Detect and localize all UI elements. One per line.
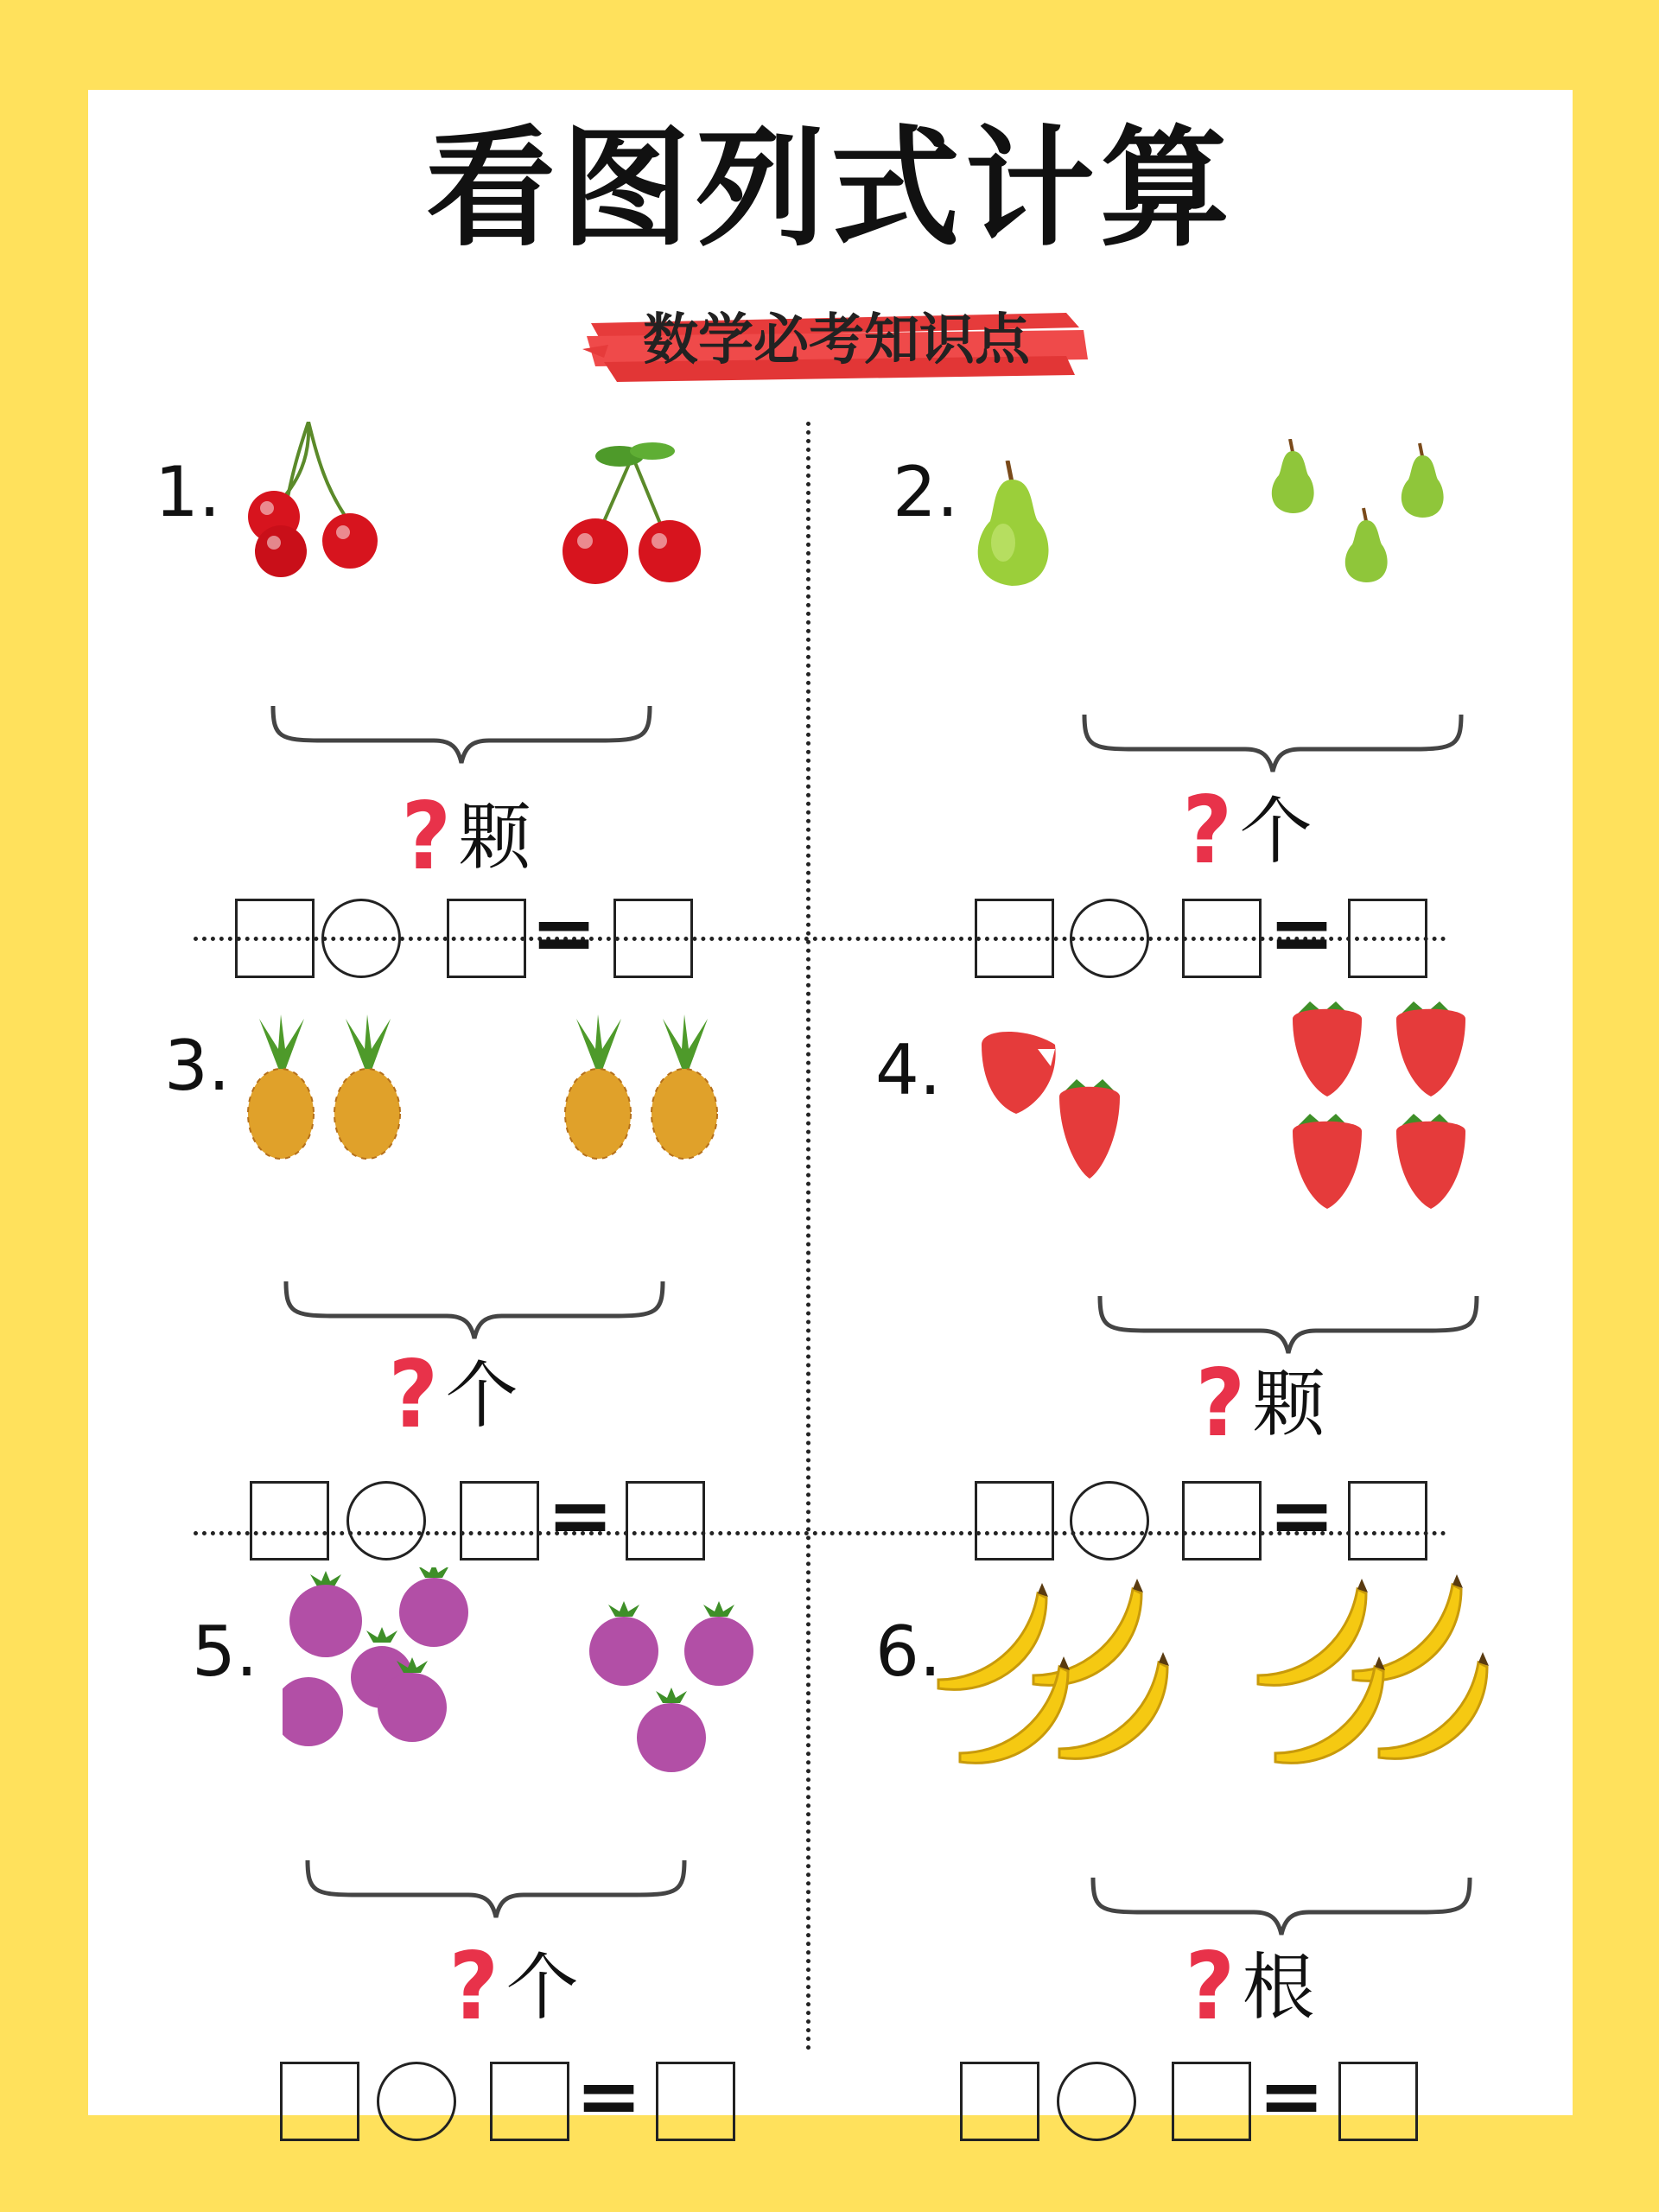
unit-label: 颗 [1252, 1361, 1325, 1446]
pear-icon [960, 461, 1064, 590]
problem-number: 5. [192, 1611, 258, 1692]
brace-icon [304, 1857, 688, 1922]
brace-icon [270, 702, 653, 767]
answer-box[interactable] [490, 2062, 569, 2141]
equals-sign: = [575, 2050, 643, 2142]
brace-icon [283, 1278, 666, 1343]
question-line [1193, 1349, 1325, 1458]
answer-box[interactable] [613, 899, 693, 978]
answer-box[interactable] [1172, 2062, 1251, 2141]
mangosteen-icon [283, 1567, 473, 1766]
pineapple-icon [559, 1014, 732, 1161]
strawberry-icon [977, 1027, 1141, 1183]
cherry-icon [248, 422, 378, 586]
problem-number: 6. [875, 1611, 942, 1692]
answer-box[interactable] [447, 899, 526, 978]
problem-5 [88, 1567, 830, 2142]
watermark: @酱妈早教 [313, 1782, 442, 1812]
question-line [447, 1932, 579, 2041]
cherry-icon [559, 439, 706, 590]
unit-label: 个 [505, 1944, 579, 2030]
problem-number: 2. [893, 452, 959, 532]
problem-3 [88, 988, 830, 1561]
answer-box[interactable] [1338, 2062, 1418, 2141]
answer-box[interactable] [626, 1481, 705, 1560]
brace-icon [1096, 1293, 1480, 1357]
answer-box[interactable] [460, 1481, 539, 1560]
unit-label: 个 [1239, 788, 1313, 874]
answer-box[interactable] [975, 899, 1054, 978]
problem-2 [830, 422, 1573, 979]
operator-circle[interactable] [346, 1481, 426, 1560]
answer-box[interactable] [975, 1481, 1054, 1560]
operator-circle[interactable] [377, 2062, 456, 2141]
question-mark: ? [388, 1340, 439, 1449]
question-line [386, 1340, 518, 1449]
banana-icon [1254, 1572, 1496, 1775]
answer-box[interactable] [1182, 899, 1262, 978]
problem-6 [830, 1567, 1573, 2142]
question-line [399, 782, 531, 891]
question-mark: ? [401, 782, 452, 891]
banana-icon [934, 1576, 1176, 1775]
problem-number: 4. [875, 1030, 942, 1110]
answer-box[interactable] [960, 2062, 1039, 2141]
question-mark: ? [448, 1932, 499, 2041]
equals-sign: = [547, 1469, 614, 1561]
operator-circle[interactable] [1057, 2062, 1136, 2141]
answer-box[interactable] [1348, 899, 1427, 978]
mangosteen-icon [581, 1598, 762, 1779]
answer-box[interactable] [250, 1481, 329, 1560]
unit-label: 颗 [458, 794, 531, 880]
pear-icon [1260, 439, 1484, 594]
problem-number: 3. [164, 1026, 231, 1106]
operator-circle[interactable] [321, 899, 401, 978]
problem-1 [88, 422, 830, 979]
brace-icon [1081, 711, 1465, 776]
answer-box[interactable] [1182, 1481, 1262, 1560]
pineapple-icon [242, 1014, 415, 1161]
answer-box[interactable] [280, 2062, 359, 2141]
equals-sign: = [1268, 1469, 1336, 1561]
unit-label: 个 [445, 1352, 518, 1438]
question-line [1180, 776, 1313, 885]
equals-sign: = [1268, 887, 1336, 979]
unit-label: 根 [1242, 1944, 1315, 2030]
operator-circle[interactable] [1070, 899, 1149, 978]
strawberry-icon [1288, 997, 1487, 1222]
equals-sign: = [531, 887, 598, 979]
problem-4 [830, 988, 1573, 1561]
question-mark: ? [1185, 1932, 1236, 2041]
answer-box[interactable] [656, 2062, 735, 2141]
page-title: 看图列式计算 [425, 114, 1235, 264]
question-line [1183, 1932, 1315, 2041]
subtitle-banner [582, 287, 1090, 399]
operator-circle[interactable] [1070, 1481, 1149, 1560]
answer-box[interactable] [1348, 1481, 1427, 1560]
problem-number: 1. [155, 452, 221, 532]
question-mark: ? [1195, 1349, 1246, 1458]
brace-icon [1090, 1874, 1473, 1939]
question-mark: ? [1182, 776, 1233, 885]
worksheet [88, 90, 1573, 2142]
equals-sign: = [1258, 2050, 1325, 2142]
answer-box[interactable] [235, 899, 315, 978]
subtitle: 数学必考知识点 [643, 308, 1030, 372]
